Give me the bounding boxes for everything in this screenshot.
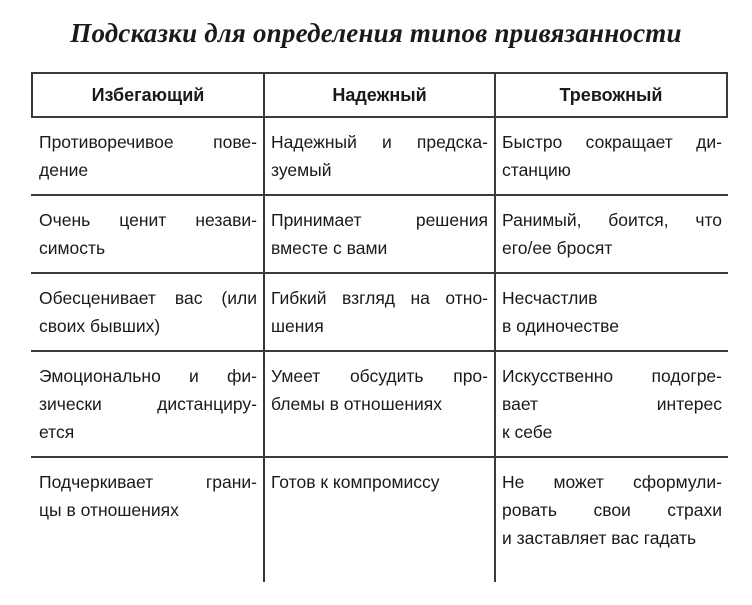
cell-text-line: Быстро сокращает ди- bbox=[502, 132, 722, 152]
table-cell bbox=[494, 128, 728, 184]
cell-text-line: дение bbox=[39, 160, 89, 180]
cell-text-line: и заставляет вас гадать bbox=[502, 528, 697, 548]
cell-text-line: вместе с вами bbox=[271, 238, 388, 258]
table-cell bbox=[494, 468, 728, 552]
cell-text-line: своих бывших) bbox=[39, 316, 161, 336]
row-divider bbox=[31, 456, 728, 458]
cell-text-line: в одиночестве bbox=[502, 316, 619, 336]
cell-text-line: Очень ценит незави- bbox=[39, 210, 257, 230]
cell-text-line: Гибкий взгляд на отно- bbox=[271, 288, 488, 308]
attachment-types-table bbox=[31, 72, 728, 582]
cell-text-line: шения bbox=[271, 316, 324, 336]
cell-text-line: Ранимый, боится, что bbox=[502, 210, 722, 230]
cell-text-line: зуемый bbox=[271, 160, 332, 180]
table-cell bbox=[31, 206, 263, 262]
table-cell bbox=[263, 362, 494, 418]
row-divider bbox=[31, 350, 728, 352]
row-divider bbox=[31, 272, 728, 274]
table-cell bbox=[494, 206, 728, 262]
table-cell bbox=[31, 128, 263, 184]
cell-text-line: Не может сформули- bbox=[502, 472, 722, 492]
table-cell bbox=[494, 362, 728, 446]
table-cell bbox=[263, 206, 494, 262]
table-cell bbox=[263, 284, 494, 340]
cell-text-line: Обесценивает вас (или bbox=[39, 288, 257, 308]
table-cell bbox=[31, 468, 263, 524]
cell-text-line: вает интерес bbox=[502, 394, 722, 414]
cell-text-line: Надежный и предска- bbox=[271, 132, 488, 152]
cell-text-line: его/ее бросят bbox=[502, 238, 613, 258]
table-cell bbox=[31, 284, 263, 340]
cell-text-line: Принимает решения bbox=[271, 210, 488, 230]
cell-text-line: цы в отношениях bbox=[39, 500, 179, 520]
cell-text-line: станцию bbox=[502, 160, 571, 180]
row-divider bbox=[31, 194, 728, 196]
table-cell bbox=[263, 128, 494, 184]
cell-text-line: ровать свои страхи bbox=[502, 500, 722, 520]
table-cell bbox=[31, 362, 263, 446]
column-divider bbox=[726, 72, 728, 116]
cell-text-line: Эмоционально и фи- bbox=[39, 366, 257, 386]
cell-text-line: блемы в отношениях bbox=[271, 394, 443, 414]
cell-text-line: Подчеркивает грани- bbox=[39, 472, 257, 492]
cell-text-line: Несчастлив bbox=[502, 288, 598, 308]
header-avoidant: Избегающий bbox=[91, 84, 205, 105]
cell-text-line: Искусственно подогре- bbox=[502, 366, 722, 386]
cell-text-line: Готов к компромиссу bbox=[271, 472, 440, 492]
table-cell bbox=[263, 468, 494, 496]
cell-text-line: к себе bbox=[502, 422, 553, 442]
page-title: Подсказки для определения типов привязанности bbox=[70, 18, 682, 48]
cell-text-line: ется bbox=[39, 422, 75, 442]
cell-text-line: симость bbox=[39, 238, 106, 258]
header-anxious: Тревожный bbox=[559, 84, 663, 105]
table-cell bbox=[494, 284, 728, 340]
cell-text-line: Умеет обсудить про- bbox=[271, 366, 488, 386]
cell-text-line: Противоречивое пове- bbox=[39, 132, 257, 152]
cell-text-line: зически дистанциру- bbox=[39, 394, 257, 414]
row-divider bbox=[31, 116, 728, 118]
header-secure: Надежный bbox=[332, 84, 427, 105]
